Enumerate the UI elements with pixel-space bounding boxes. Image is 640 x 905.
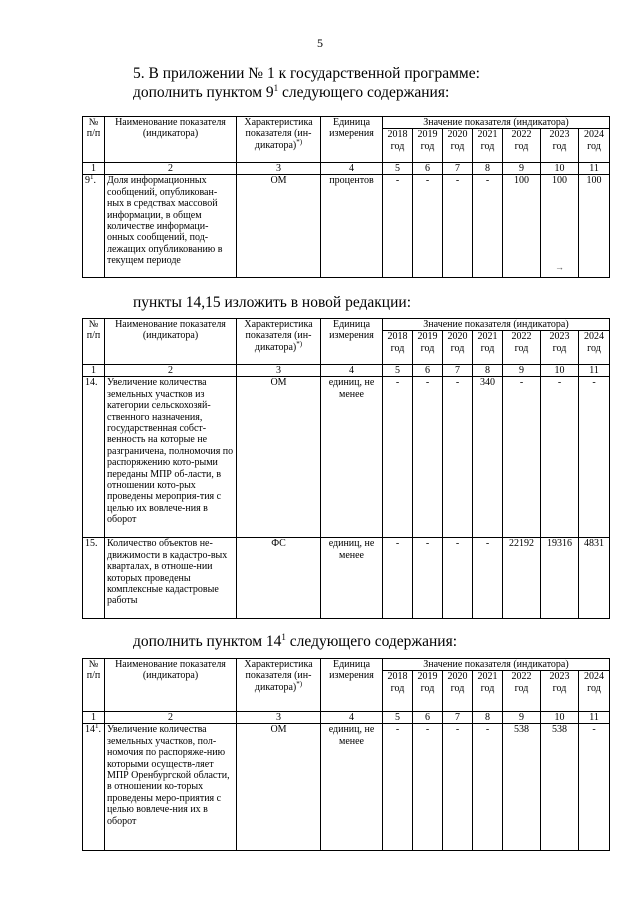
header-year: 2020 год xyxy=(443,331,473,365)
header-year: 2018 год xyxy=(383,331,413,365)
header-year: 2022 год xyxy=(503,331,541,365)
row-value: - xyxy=(383,377,413,538)
header-year: 2023 год xyxy=(541,671,579,712)
section1-line2: дополнить пунктом $9^1$ следующего содержания: xyxy=(133,83,450,101)
col-number: 3 xyxy=(237,712,321,724)
row-value: 100 xyxy=(541,175,579,278)
header-name: Наименование показателя (индикатора) xyxy=(105,117,237,163)
row-unit: процентов xyxy=(321,175,383,278)
row-value: - xyxy=(473,175,503,278)
row-value: 538 xyxy=(503,724,541,851)
col-number: 8 xyxy=(473,712,503,724)
col-number: 1 xyxy=(83,365,105,377)
col-number: 6 xyxy=(413,163,443,175)
row-value: - xyxy=(443,724,473,851)
header-char: Характеристика показателя (ин-дикатора)*) xyxy=(237,659,321,712)
col-number: 2 xyxy=(105,712,237,724)
table-header-row xyxy=(83,117,610,129)
header-year: 2022 год xyxy=(503,129,541,163)
row-num: $9^1$. xyxy=(83,175,105,278)
header-unit: Единица измерения xyxy=(321,659,383,712)
row-name: Количество объектов не-движимости в кадастро-вых кварталах, в отноше-нии которых проведены комплексные кадастровые работы xyxy=(105,538,237,619)
col-number: 7 xyxy=(443,365,473,377)
header-name: Наименование показателя (индикатора) xyxy=(105,319,237,365)
col-number: 1 xyxy=(83,712,105,724)
column-number-row xyxy=(83,163,610,175)
row-value: - xyxy=(443,538,473,619)
header-num: № п/п xyxy=(83,117,105,163)
header-year: 2022 год xyxy=(503,671,541,712)
col-number: 11 xyxy=(579,365,610,377)
col-number: 9 xyxy=(503,163,541,175)
header-num: № п/п xyxy=(83,659,105,712)
col-number: 2 xyxy=(105,163,237,175)
header-unit: Единица измерения xyxy=(321,319,383,365)
row-value: 4831 xyxy=(579,538,610,619)
indicator-table-2 xyxy=(82,318,610,619)
header-year: 2019 год xyxy=(413,671,443,712)
col-number: 10 xyxy=(541,712,579,724)
column-number-row xyxy=(83,712,610,724)
header-values-title: Значение показателя (индикатора) xyxy=(383,117,610,129)
col-number: 3 xyxy=(237,163,321,175)
header-values-title: Значение показателя (индикатора) xyxy=(383,659,610,671)
row-value: 100 xyxy=(503,175,541,278)
row-value: - xyxy=(473,538,503,619)
indicator-table-3 xyxy=(82,658,610,851)
col-number: 8 xyxy=(473,365,503,377)
row-value: - xyxy=(443,175,473,278)
row-value: - xyxy=(503,377,541,538)
row-value: - xyxy=(413,724,443,851)
col-number: 9 xyxy=(503,365,541,377)
col-number: 3 xyxy=(237,365,321,377)
header-year: 2020 год xyxy=(443,129,473,163)
table-header-row xyxy=(83,319,610,331)
row-value: - xyxy=(413,377,443,538)
row-name: Увеличение количества земельных участков из категории сельскохозяй-ственного назначения, государственная собст-венность на которые не разграничена, полномочия по распоряжению кото-рыми переданы МПР об-ласти, в отношении кото-рых проведены мероприя-тия с целью их вовлече-ния в оборот xyxy=(105,377,237,538)
row-value: - xyxy=(383,538,413,619)
row-char: ОМ xyxy=(237,377,321,538)
row-num: $14^1$. xyxy=(83,724,105,851)
header-char: Характеристика показателя (ин-дикатора)*) xyxy=(237,117,321,163)
header-year: 2023 год xyxy=(541,129,579,163)
row-value: - xyxy=(413,175,443,278)
header-year: 2024 год xyxy=(579,129,610,163)
page-number: 5 xyxy=(317,36,323,50)
col-number: 7 xyxy=(443,712,473,724)
row-value: 19316 xyxy=(541,538,579,619)
row-value: - xyxy=(443,377,473,538)
row-value: - xyxy=(579,377,610,538)
row-value: - xyxy=(541,377,579,538)
col-number: 11 xyxy=(579,712,610,724)
col-number: 5 xyxy=(383,712,413,724)
row-name: Увеличение количества земельных участков, пол-номочия по распоряже-нию которыми осуществ-ляет МПР Оренбургской области, в отношении ко-торых проведены меро-приятия с целью вовлече-ния их в оборот xyxy=(105,724,237,851)
row-char: ОМ xyxy=(237,175,321,278)
row-value: 538 xyxy=(541,724,579,851)
row-num: 15. xyxy=(83,538,105,619)
header-num: № п/п xyxy=(83,319,105,365)
row-value: - xyxy=(473,724,503,851)
header-year: 2024 год xyxy=(579,331,610,365)
row-value: 100 xyxy=(579,175,610,278)
row-unit: единиц, не менее xyxy=(321,538,383,619)
row-value: 340 xyxy=(473,377,503,538)
header-name: Наименование показателя (индикатора) xyxy=(105,659,237,712)
table-row xyxy=(83,377,610,538)
col-number: 10 xyxy=(541,365,579,377)
col-number: 11 xyxy=(579,163,610,175)
section1-line1: 5. В приложении № 1 к государственной программе: xyxy=(133,65,480,82)
col-number: 6 xyxy=(413,712,443,724)
row-unit: единиц, не менее xyxy=(321,377,383,538)
header-year: 2018 год xyxy=(383,129,413,163)
header-year: 2023 год xyxy=(541,331,579,365)
row-unit: единиц, не менее xyxy=(321,724,383,851)
col-number: 8 xyxy=(473,163,503,175)
row-value: 22192 xyxy=(503,538,541,619)
table-row xyxy=(83,175,610,278)
row-value: - xyxy=(579,724,610,851)
header-year: 2021 год xyxy=(473,331,503,365)
table-header-row xyxy=(83,659,610,671)
col-number: 5 xyxy=(383,365,413,377)
col-number: 9 xyxy=(503,712,541,724)
row-value: - xyxy=(383,724,413,851)
indicator-table-1 xyxy=(82,116,610,278)
section2-heading: пункты 14,15 изложить в новой редакции: xyxy=(133,294,412,311)
column-number-row xyxy=(83,365,610,377)
header-char: Характеристика показателя (ин-дикатора)*) xyxy=(237,319,321,365)
header-year: 2021 год xyxy=(473,671,503,712)
col-number: 4 xyxy=(321,712,383,724)
header-values-title: Значение показателя (индикатора) xyxy=(383,319,610,331)
row-value: - xyxy=(413,538,443,619)
col-number: 10 xyxy=(541,163,579,175)
col-number: 4 xyxy=(321,163,383,175)
table-row xyxy=(83,538,610,619)
col-number: 2 xyxy=(105,365,237,377)
section1-heading xyxy=(133,64,480,102)
row-num: 14. xyxy=(83,377,105,538)
col-number: 5 xyxy=(383,163,413,175)
col-number: 6 xyxy=(413,365,443,377)
header-year: 2021 год xyxy=(473,129,503,163)
col-number: 1 xyxy=(83,163,105,175)
header-year: 2018 год xyxy=(383,671,413,712)
row-char: ФС xyxy=(237,538,321,619)
stray-mark: → xyxy=(555,262,564,272)
table-row xyxy=(83,724,610,851)
row-char: ОМ xyxy=(237,724,321,851)
section3-heading: дополнить пунктом $14^1$ следующего содержания: xyxy=(133,632,458,650)
row-value: - xyxy=(383,175,413,278)
header-year: 2019 год xyxy=(413,129,443,163)
col-number: 4 xyxy=(321,365,383,377)
col-number: 7 xyxy=(443,163,473,175)
header-unit: Единица измерения xyxy=(321,117,383,163)
row-name: Доля информационных сообщений, опубликован-ных в средствах массовой информации, в общем количестве информаци-онных сообщений, под-лежащих опубликованию в текущем периоде xyxy=(105,175,237,278)
header-year: 2024 год xyxy=(579,671,610,712)
header-year: 2019 год xyxy=(413,331,443,365)
header-year: 2020 год xyxy=(443,671,473,712)
